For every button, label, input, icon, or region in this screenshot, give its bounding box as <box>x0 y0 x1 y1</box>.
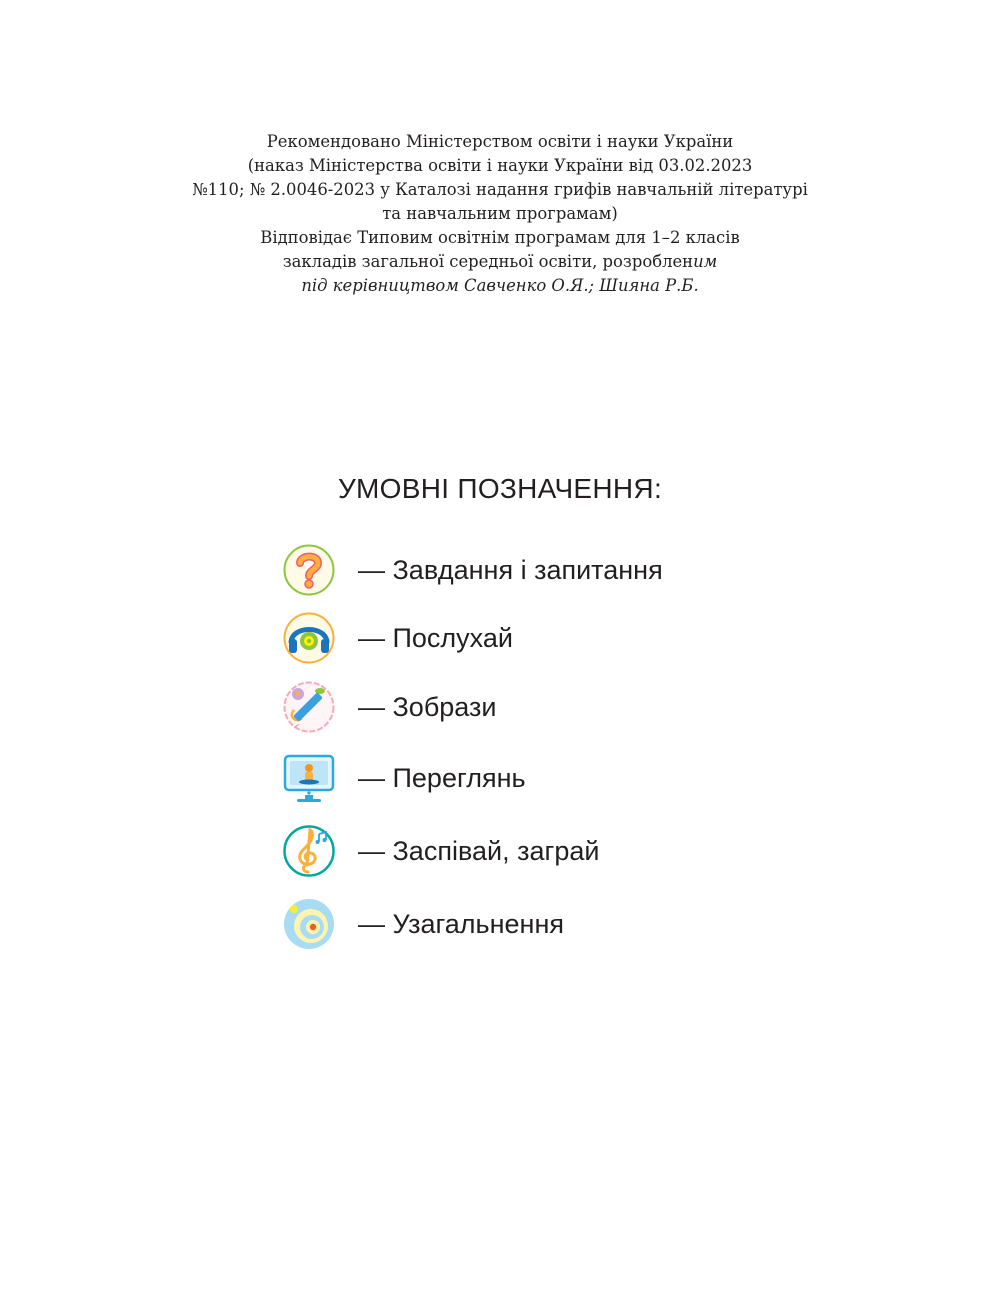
legend-label: — Узагальнення <box>358 908 564 939</box>
legend-label: — Зобрази <box>358 691 497 722</box>
legend-label: — Переглянь <box>358 762 526 793</box>
legend-item-sing-play <box>282 823 599 879</box>
legend-item-draw <box>282 679 496 735</box>
legend-item-listen <box>282 610 513 666</box>
approval-notice <box>0 130 1000 298</box>
notice-line: Рекомендовано Міністерством освіти і науки України <box>266 132 734 151</box>
spiral-icon <box>282 897 336 951</box>
legend-title: УМОВНІ ПОЗНАЧЕННЯ: <box>337 473 663 504</box>
legend-label: — Завдання і запитання <box>358 554 663 585</box>
legend-item-task <box>282 542 663 598</box>
notice-line-text: закладів загальної середньої освіти, розроблен <box>282 252 694 271</box>
notice-line: під керівництвом Савченко О.Я.; Шияна Р.Б. <box>301 276 699 295</box>
draw-icon <box>282 680 336 734</box>
notice-line: Відповідає Типовим освітнім програмам для 1–2 класів <box>260 228 740 247</box>
headphones-icon <box>282 611 336 665</box>
legend-label: — Послухай <box>358 622 513 653</box>
question-icon <box>282 543 336 597</box>
notice-line-italic-suffix: им <box>693 252 718 271</box>
legend-item-watch <box>282 750 526 806</box>
notice-line <box>0 250 1000 274</box>
legend-label: — Заспівай, заграй <box>358 835 600 866</box>
notice-line: та навчальним програмам) <box>382 204 618 223</box>
monitor-icon <box>282 751 336 805</box>
legend-item-summary <box>282 896 564 952</box>
treble-clef-icon <box>282 824 336 878</box>
notice-line: (наказ Міністерства освіти і науки України від 03.02.2023 <box>247 156 753 175</box>
notice-line: №110; № 2.0046-2023 у Каталозі надання грифів навчальній літературі <box>192 180 808 199</box>
